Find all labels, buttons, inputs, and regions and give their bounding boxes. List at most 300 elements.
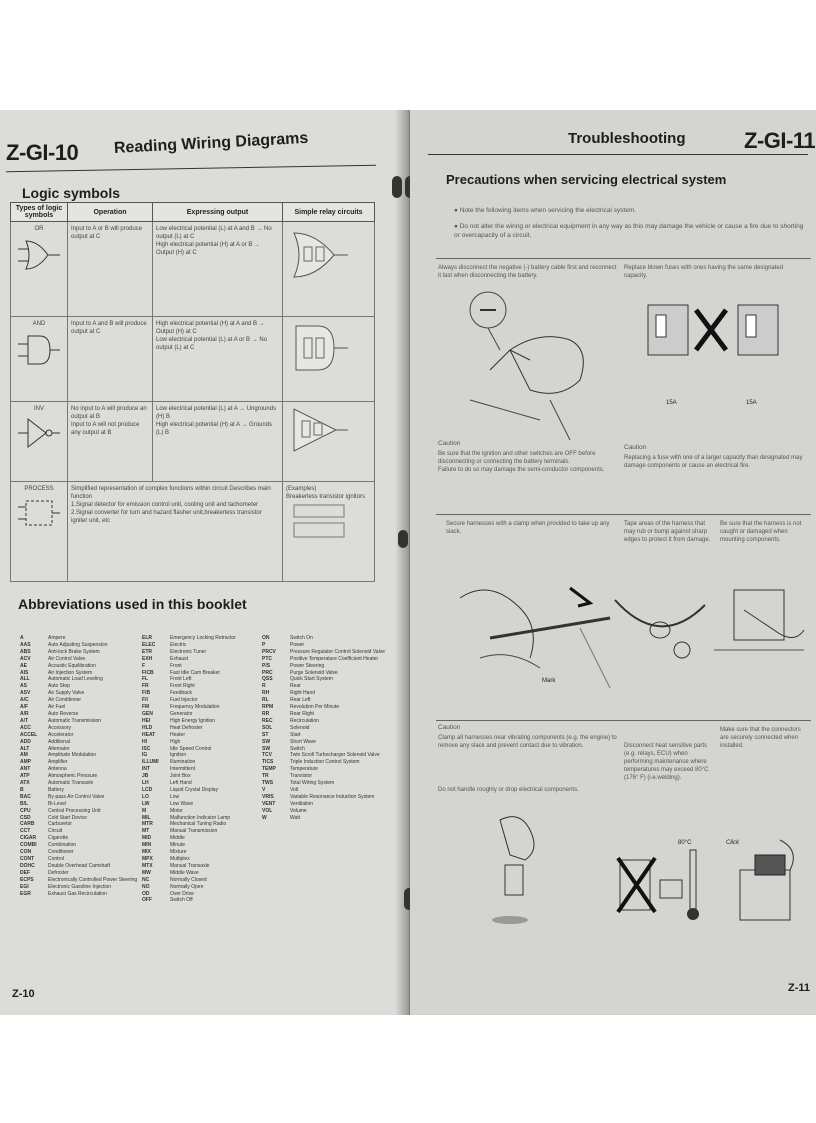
abbreviation-key: SW (262, 738, 271, 745)
abbreviation-key: MTX (142, 862, 153, 869)
abbreviation-meaning: Mixture (170, 849, 187, 856)
page-code: Z-GI-10 (6, 140, 79, 165)
abbreviation-key: ASV (20, 690, 31, 697)
page-header-title: Reading Wiring Diagrams (113, 129, 309, 157)
abbreviation-row (262, 718, 385, 725)
abbreviation-key: PRC (262, 669, 273, 676)
abbreviation-meaning: Front Left (170, 676, 192, 683)
page-header-title: Troubleshooting (568, 130, 686, 147)
abbreviation-meaning: Central Processing Unit (48, 807, 101, 814)
caution-label: Caution (438, 440, 461, 447)
abbreviation-row (20, 711, 137, 718)
col-header: Operation (68, 203, 153, 222)
relay-circuit-cell (283, 482, 375, 582)
abbreviation-key: LO (142, 793, 149, 800)
abbreviation-key: EXH (142, 655, 153, 662)
operation-cell: Input to A and B will produce output at C (68, 317, 153, 402)
abbreviation-key: IG (142, 752, 148, 759)
abbreviation-row (262, 704, 385, 711)
abbreviation-meaning: Antenna (48, 766, 67, 773)
abbreviation-key: ANT (20, 766, 31, 773)
tip-tape: Tape areas of the harness that may rub or bump against sharp edges to protect it from damage. (624, 521, 711, 543)
abbreviation-row (142, 773, 236, 780)
abbreviation-column-2 (142, 635, 236, 904)
abbreviation-row (262, 697, 385, 704)
abbreviation-meaning: Illumination (170, 759, 196, 766)
abbreviation-key: B/L (20, 800, 29, 807)
abbreviation-key: CSD (20, 814, 31, 821)
abbreviation-row (142, 759, 236, 766)
abbreviation-meaning: Accelerator (48, 731, 74, 738)
abbreviation-row (20, 635, 137, 642)
abbreviation-row (20, 766, 137, 773)
abbreviation-meaning: Switch Off (170, 897, 193, 904)
abbreviation-row (142, 897, 236, 904)
abbreviation-meaning: Auto Reverse (48, 710, 79, 717)
or-gate-icon (16, 233, 62, 277)
abbreviation-meaning: Liquid Crystal Display (170, 786, 219, 793)
abbreviation-meaning: Control (48, 856, 65, 862)
abbreviation-row (142, 683, 236, 690)
abbreviation-meaning: Middle (170, 835, 185, 842)
abbreviation-meaning: Positive Temperature Coefficient Heater (290, 655, 379, 662)
abbreviation-key: HEAT (142, 731, 156, 738)
abbreviation-key: V (262, 786, 266, 793)
abbreviation-meaning: Electronic Gasoline Injection (48, 883, 112, 890)
col-header: Types of logic symbols (11, 203, 68, 222)
logic-symbols-table (10, 202, 375, 582)
abbreviation-row (20, 725, 137, 732)
logic-type-cell (11, 222, 68, 317)
abbreviation-meaning: Electronically Controlled Power Steering (48, 876, 138, 883)
abbreviation-meaning: Amplifier (48, 759, 68, 766)
operation-cell: Input to A or B will produce output at C (68, 222, 153, 317)
abbreviation-meaning: Atmospheric Pressure (48, 773, 98, 780)
abbreviation-key: GEN (142, 710, 153, 717)
abbreviation-meaning: Cigarette (48, 835, 69, 842)
abbreviation-row (142, 884, 236, 891)
abbreviation-meaning: High (170, 738, 181, 745)
abbreviation-key: TR (262, 773, 269, 780)
logic-type-cell (11, 402, 68, 482)
abbreviation-meaning: Anti-lock Brake System (48, 648, 100, 655)
abbreviation-row (20, 739, 137, 746)
abbreviation-key: MTR (142, 821, 153, 828)
col-header: Simple relay circuits (283, 203, 375, 222)
abbreviation-key: LH (142, 780, 149, 787)
abbreviation-meaning: Automatic Transmission (48, 717, 102, 724)
col-header: Expressing output (153, 203, 283, 222)
abbreviation-key: OFF (142, 897, 152, 904)
abbreviation-meaning: Short Wave (290, 738, 316, 745)
abbreviation-key: ON (262, 635, 270, 641)
abbreviation-row (142, 739, 236, 746)
abbreviation-meaning: Volt (290, 786, 299, 793)
abbreviation-meaning: Double Overhead Camshaft (48, 862, 110, 869)
abbreviation-meaning: Air Injection System (48, 669, 93, 676)
abbreviation-row (20, 787, 137, 794)
abbreviation-row (262, 787, 385, 794)
page-code: Z-GI-11 (744, 128, 816, 153)
abbreviation-key: VENT (262, 800, 276, 807)
operation-cell: Simplified representation of complex functions within circuit Describes main function 1.Signal detector for emission control unit, cooling unit and tachometer 2.Signal converter for turn and hazard flasher unit,breakerless transistor igniter unit, etc (68, 482, 283, 582)
abbreviation-key: EGI (20, 883, 29, 890)
abbreviation-key: HEI (142, 717, 151, 724)
abbreviation-row (20, 870, 137, 877)
abbreviation-key: SOL (262, 724, 273, 731)
binder-hole (392, 176, 402, 198)
abbreviation-meaning: Over Drive (170, 890, 194, 897)
abbreviation-key: BAC (20, 793, 31, 800)
abbreviation-key: AM (20, 752, 28, 759)
abbreviation-meaning: Exhaust Gas Recirculation (48, 890, 107, 897)
abbreviation-row (20, 891, 137, 898)
abbreviation-key: ACC (20, 724, 31, 731)
logic-type-label: AND (32, 321, 46, 327)
abbreviation-meaning: Carburetor (48, 821, 72, 828)
abbreviation-row (142, 725, 236, 732)
battery-disconnect-illustration (450, 290, 610, 440)
abbreviation-meaning: Manual Transmission (170, 828, 218, 835)
abbreviation-row (142, 746, 236, 753)
abbreviation-meaning: Automatic Transaxle (48, 780, 94, 787)
abbreviation-meaning: Rear (290, 683, 301, 690)
output-cell: (Examples) Breakerless transistor ignitors (286, 486, 366, 500)
abbreviation-meaning: Accessory (48, 724, 72, 731)
abbreviation-key: CCT (20, 828, 31, 835)
abbreviation-key: AE (20, 662, 27, 669)
abbreviation-meaning: Quick Start System (290, 676, 333, 683)
abbreviation-key: MIL (142, 814, 151, 821)
abbreviation-meaning: Idle Speed Control (170, 745, 212, 752)
abbreviation-key: F/I (142, 697, 148, 704)
abbreviation-meaning: Bi-Level (48, 800, 67, 807)
abbreviation-key: MIX (142, 849, 151, 856)
abbreviation-key: P (262, 641, 266, 648)
abbreviation-meaning: Total Wiring System (290, 780, 335, 787)
abbreviation-key: MID (142, 835, 152, 842)
tip-battery: Always disconnect the negative (-) battery cable first and reconnect it last when disconnecting the battery. (438, 265, 617, 279)
abbreviation-meaning: Heat Defroster (170, 724, 203, 731)
relay-circuit-cell (283, 317, 375, 402)
abbreviation-column-1 (20, 635, 137, 897)
abbreviation-row (20, 794, 137, 801)
relay-circuit-icon (286, 225, 352, 285)
abbreviation-row (142, 856, 236, 863)
abbreviation-row (20, 752, 137, 759)
abbreviation-row (142, 821, 236, 828)
abbreviation-row (262, 808, 385, 815)
abbreviation-row (262, 780, 385, 787)
abbreviation-key: A/F (20, 704, 29, 711)
abbreviation-row (142, 635, 236, 642)
abbreviation-row (142, 663, 236, 670)
abbreviation-key: ETR (142, 648, 152, 655)
abbreviation-row (142, 690, 236, 697)
abbreviation-meaning: Emergency Locking Retractor (170, 635, 236, 641)
abbreviation-meaning: Air Supply Valve (48, 690, 85, 697)
logic-type-label: INV (33, 406, 44, 412)
abbreviation-key: HLD (142, 724, 153, 731)
book-photo (0, 110, 816, 1015)
abbreviation-meaning: Joint Box (170, 773, 191, 780)
abbreviation-row (142, 732, 236, 739)
abbreviation-key: AMP (20, 759, 32, 766)
abbreviation-meaning: Battery (48, 786, 64, 793)
abbreviation-row (262, 739, 385, 746)
abbreviation-row (262, 759, 385, 766)
abbreviation-key: DOHC (20, 862, 35, 869)
abbreviation-key: PRCV (262, 648, 276, 655)
abbreviation-meaning: Ventilation (290, 800, 314, 807)
abbreviation-meaning: Electric (170, 641, 187, 648)
abbreviation-key: HI (142, 738, 147, 745)
abbreviation-row (20, 828, 137, 835)
abbreviation-row (20, 821, 137, 828)
abbreviation-key: MIN (142, 842, 152, 849)
abbreviation-meaning: Power (290, 641, 305, 648)
abbreviation-key: NC (142, 876, 150, 883)
abbreviation-meaning: Normally Open (170, 883, 204, 890)
abbreviation-key: COMBI (20, 842, 37, 849)
abbreviation-key: SW (262, 745, 271, 752)
heat-sensitive-illustration (610, 830, 710, 930)
caution-label: Caution (438, 724, 461, 731)
logic-type-label: OR (34, 226, 44, 232)
inverter-icon (16, 413, 62, 453)
abbreviation-key: LCD (142, 786, 153, 793)
section-title: Precautions when servicing electrical system (446, 172, 727, 187)
abbreviation-key: TICS (262, 759, 274, 766)
output-cell: Low electrical potential (L) at A → Ungrounds (H) B High electrical potential (H) at A → Grounds (L) B (153, 402, 283, 482)
abbreviation-row (20, 656, 137, 663)
abbreviation-key: MT (142, 828, 150, 835)
abbreviation-row (262, 663, 385, 670)
abbreviation-row (20, 877, 137, 884)
abbreviation-row (20, 642, 137, 649)
abbreviation-meaning: Heater (170, 731, 186, 738)
abbreviation-key: NO (142, 883, 150, 890)
abbreviation-row (142, 642, 236, 649)
abbreviation-key: FL (142, 676, 149, 683)
abbreviation-key: AIS (20, 669, 29, 676)
abbreviation-key: ST (262, 731, 269, 738)
abbreviation-meaning: Transistor (290, 773, 313, 780)
abbreviation-row (20, 835, 137, 842)
tip-fuse: Replace blown fuses with ones having the same designated capacity. (624, 265, 784, 279)
abbreviation-key: B (20, 786, 24, 793)
abbreviation-row (142, 801, 236, 808)
abbreviation-key: ATX (20, 780, 30, 787)
abbreviation-key: RH (262, 690, 270, 697)
abbreviation-row (262, 642, 385, 649)
temperature-label: 80°C (678, 840, 692, 846)
tip-handle: Do not handle roughly or drop electrical components. (438, 787, 579, 793)
abbreviation-key: AS (20, 683, 27, 690)
tip-connectors: Make sure that the connectors are securely connected when installed. (720, 727, 801, 749)
abbreviation-meaning: Generator (170, 710, 193, 717)
abbreviation-row (20, 815, 137, 822)
abbreviation-key: PTC (262, 655, 272, 662)
abbreviation-row (20, 704, 137, 711)
abbreviation-meaning: Air Control Valve (48, 655, 86, 662)
abbreviation-meaning: Temperature (290, 766, 319, 773)
abbreviation-meaning: Variable Resonance Induction System (290, 793, 375, 800)
abbreviation-key: FM (142, 704, 150, 711)
abbreviation-row (142, 870, 236, 877)
abbreviation-meaning: Solenoid (290, 724, 310, 731)
relay-circuit-cell (283, 222, 375, 317)
table-row (11, 222, 375, 317)
abbreviation-meaning: Right Hand (290, 690, 316, 697)
relay-circuit-icon (286, 320, 352, 376)
abbreviation-row (20, 801, 137, 808)
abbreviation-row (142, 676, 236, 683)
abbreviation-key: MPX (142, 856, 153, 862)
abbreviation-meaning: Volume (290, 807, 307, 814)
abbreviation-row (142, 877, 236, 884)
abbreviation-meaning: Start (290, 731, 301, 738)
abbreviation-meaning: Normally Closed (170, 876, 207, 883)
abbreviation-key: TWS (262, 780, 274, 787)
abbreviation-meaning: Amplitude Modulation (48, 752, 97, 759)
abbreviation-key: A/T (20, 717, 29, 724)
abbreviation-meaning: Twin Scroll Turbocharger Solenoid Valve (290, 752, 380, 759)
abbreviation-row (20, 697, 137, 704)
abbreviation-row (142, 656, 236, 663)
click-label: Click (726, 840, 739, 846)
abbreviation-key: CPU (20, 807, 31, 814)
bullet-text: Do not alter the wiring or electrical equipment in any way as this may damage the vehicle or cause a fire due to shorting or overcapacity of a circuit. (454, 223, 804, 239)
abbreviation-key: ABS (20, 648, 31, 655)
abbreviation-key: ILLUMI (142, 759, 159, 766)
abbreviation-key: TEMP (262, 766, 276, 773)
abbreviation-meaning: Intermittent (170, 766, 196, 773)
abbreviation-key: ELR (142, 635, 152, 641)
abbreviation-row (262, 766, 385, 773)
abbreviation-row (142, 766, 236, 773)
abbreviation-row (20, 773, 137, 780)
abbreviation-meaning: Auto Stop (48, 683, 70, 690)
caution-label: Caution (624, 444, 647, 451)
abbreviation-key: ADD (20, 738, 31, 745)
abbreviation-key: JB (142, 773, 149, 780)
abbreviation-key: ACCEL (20, 731, 38, 738)
abbreviation-row (142, 863, 236, 870)
abbreviation-meaning: Circuit (48, 828, 63, 835)
component-mount-illustration (714, 570, 814, 670)
abbreviation-meaning: Acoustic Equilibration (48, 662, 96, 669)
abbreviation-row (20, 849, 137, 856)
abbreviation-row (142, 794, 236, 801)
abbreviation-key: R (262, 683, 266, 690)
relay-circuit-cell (283, 402, 375, 482)
abbreviation-key: CIGAR (20, 835, 37, 842)
abbreviation-meaning: Left Hand (170, 780, 192, 787)
abbreviation-meaning: Defroster (48, 869, 69, 876)
abbreviation-meaning: Rear Left (290, 697, 311, 704)
abbreviation-row (262, 815, 385, 822)
and-gate-icon (16, 328, 62, 372)
abbreviation-row (142, 787, 236, 794)
abbreviation-key: ATP (20, 773, 30, 780)
output-cell: Low electrical potential (L) at A and B → No output (L) at C High electrical potential (H) at A or B → Output (H) at C (153, 222, 283, 317)
abbreviation-meaning: Exhaust (170, 655, 189, 662)
relay-circuit-icon (286, 405, 352, 455)
abbreviation-row (20, 676, 137, 683)
abbreviation-key: VOL (262, 807, 273, 814)
abbreviation-meaning: Front (170, 662, 182, 669)
abbreviation-key: INT (142, 766, 151, 773)
abbreviation-meaning: Recirculation (290, 717, 319, 724)
abbreviation-row (142, 697, 236, 704)
abbreviation-key: F/B (142, 690, 151, 697)
abbreviation-row (20, 884, 137, 891)
abbreviation-key: TCV (262, 752, 272, 759)
abbreviation-row (20, 690, 137, 697)
abbreviation-row (142, 752, 236, 759)
caution-text: Replacing a fuse with one of a larger capacity than designated may damage components or cause an electrical fire. (624, 455, 803, 469)
fuse-label: 15A (746, 400, 757, 406)
abbreviation-row (20, 856, 137, 863)
process-example-icon (286, 501, 352, 541)
abbreviation-meaning: Conditioner (48, 849, 74, 856)
abbreviation-key: P/S (262, 662, 271, 669)
abbreviation-row (20, 746, 137, 753)
operation-cell: No input to A will produce an output at B Input to A will not produce any output at B (68, 402, 153, 482)
abbreviation-meaning: Frequency Modulation (170, 704, 220, 711)
abbreviation-meaning: Purge Solenoid Valve (290, 669, 338, 676)
abbreviation-row (20, 732, 137, 739)
abbreviation-row (142, 835, 236, 842)
abbreviation-row (142, 808, 236, 815)
abbreviation-meaning: Low Wave (170, 800, 194, 807)
abbreviation-meaning: Power Steering (290, 662, 325, 669)
abbreviation-meaning: Pressure Regulator Control Solenoid Valve (290, 648, 385, 655)
abbreviation-meaning: Switch On (290, 635, 313, 641)
abbreviation-meaning: Malfunction Indicator Lamp (170, 814, 231, 821)
abbreviation-row (262, 746, 385, 753)
abbreviation-key: CARB (20, 821, 35, 828)
abbreviation-meaning: Manual Transaxle (170, 862, 210, 869)
abbreviation-row (142, 711, 236, 718)
abbreviation-row (20, 670, 137, 677)
abbreviation-row (262, 676, 385, 683)
process-block-icon (16, 493, 62, 533)
abbreviation-key: DEF (20, 869, 30, 876)
abbreviation-meaning: Ignition (170, 752, 187, 759)
fuse-label: 15A (666, 400, 677, 406)
mark-label: Mark (542, 678, 556, 684)
table-header-row (11, 203, 375, 222)
abbreviation-meaning: Rear Right (290, 710, 314, 717)
tip-clamp: Secure harnesses with a clamp when provided to take up any slack. (446, 521, 610, 535)
bullet-note: ● Do not alter the wiring or electrical equipment in any way as this may damage the vehicle or cause a fire due to shorting or overcapacity of a circuit. (454, 223, 804, 239)
tape-harness-illustration (610, 580, 710, 670)
abbreviation-meaning: Feedback (170, 690, 192, 697)
abbreviation-key: VRIS (262, 793, 274, 800)
abbreviation-row (262, 752, 385, 759)
abbreviation-key: FR (142, 683, 149, 690)
abbreviation-key: ALL (20, 676, 30, 683)
abbreviation-meaning: Motor (170, 807, 183, 814)
binder-hole (398, 530, 408, 548)
abbreviation-row (262, 794, 385, 801)
abbreviation-key: W (262, 814, 267, 821)
abbreviation-meaning: Middle Wave (170, 869, 199, 876)
abbreviation-meaning: Air Conditioner (48, 697, 82, 704)
abbreviation-meaning: Triple Induction Control System (290, 759, 360, 766)
